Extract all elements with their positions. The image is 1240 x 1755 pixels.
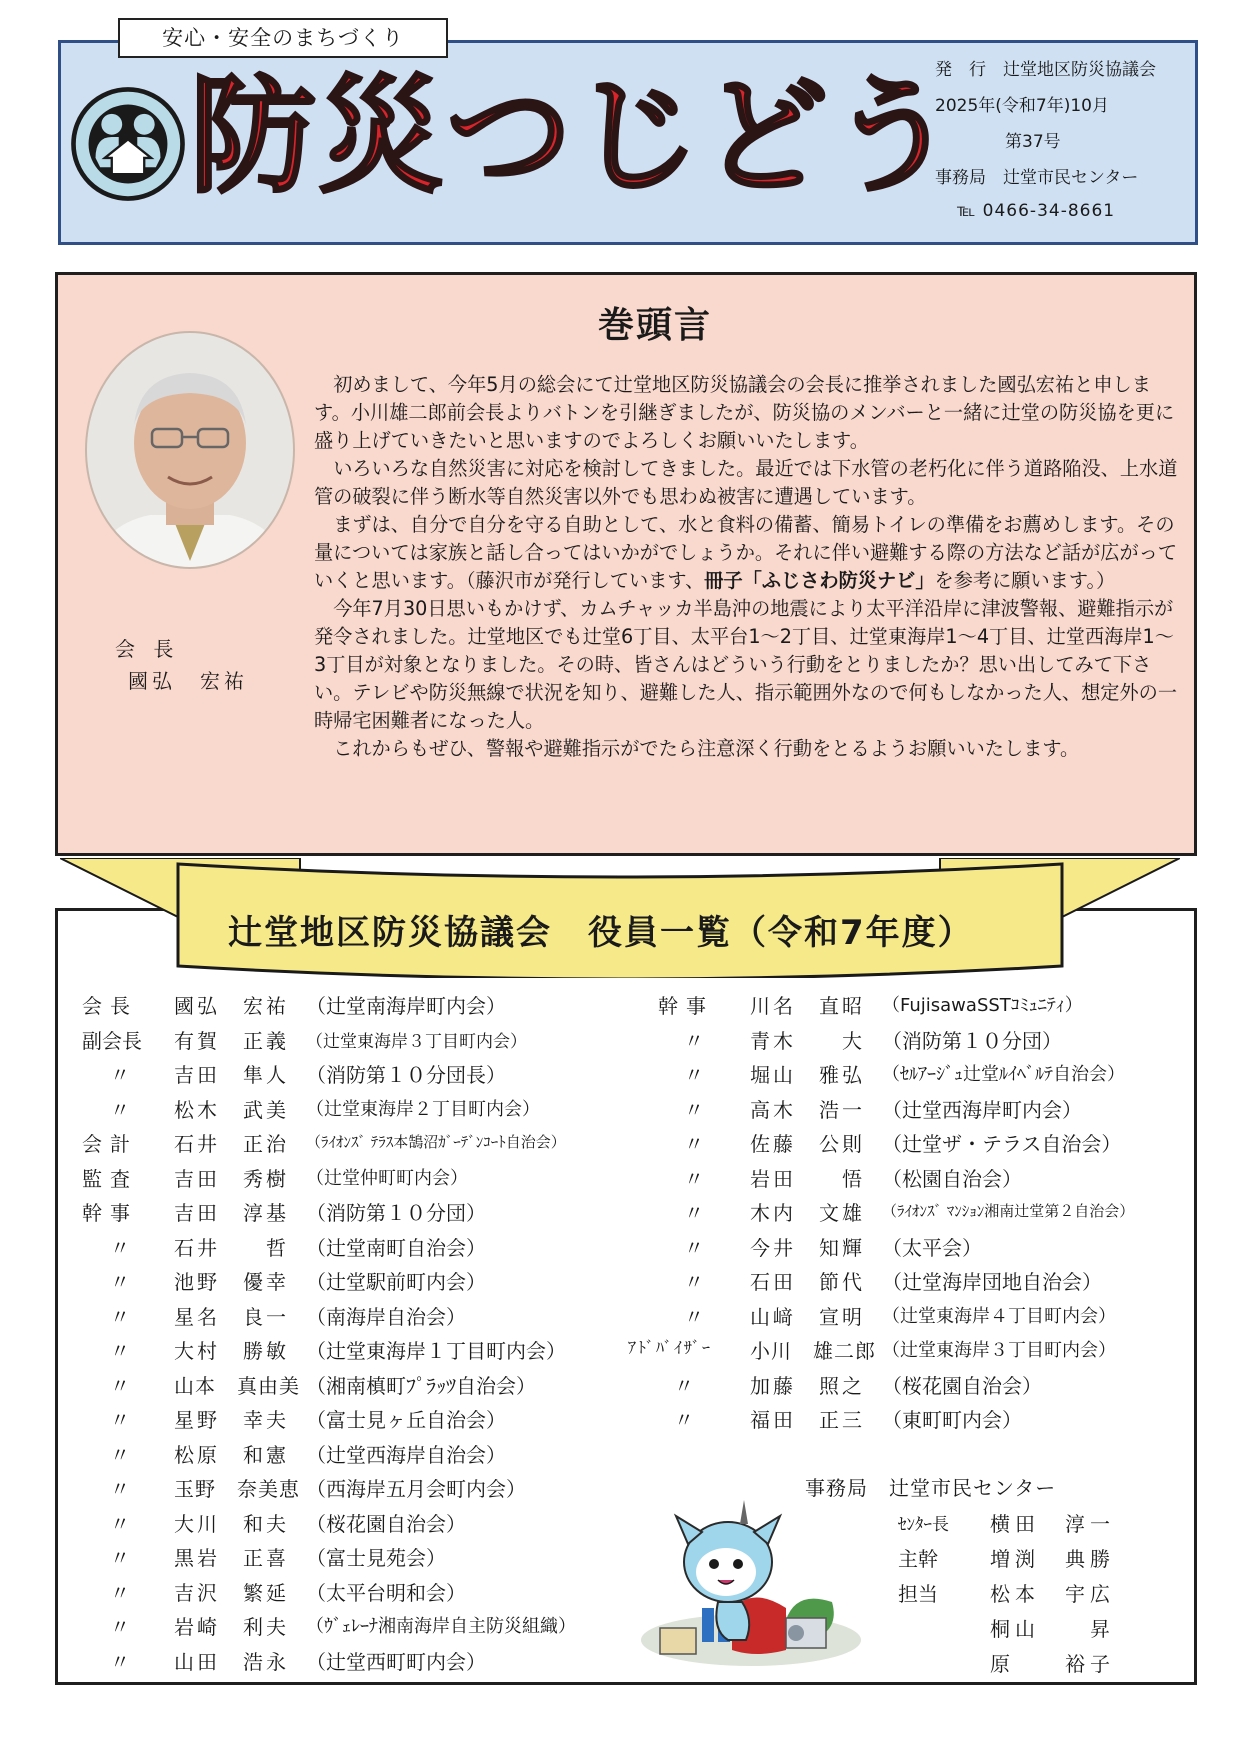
affiliation: （南海岸自治会） [306, 1304, 466, 1329]
affiliation: （辻堂南海岸町内会） [306, 994, 506, 1018]
officer-name: 青木 大 [750, 1028, 865, 1053]
ditto-mark: 〃 [110, 1546, 130, 1570]
ditto-mark: 〃 [684, 1097, 704, 1122]
ditto-mark: 〃 [674, 1408, 694, 1432]
ditto-mark: 〃 [110, 1304, 130, 1329]
paragraph: 今年7月30日思いもかけず、カムチャッカ半島沖の地震により太平洋沿岸に津波警報、避難指示が発令されました。辻堂地区でも辻堂6丁目、太平台1～2丁目、辻堂東海岸1～4丁目、辻堂西海岸1～3丁目が対象となりました。その時、皆さんはどういう行動をとりましたか？思い出してみて下さい。テレビや防災無線で状況を知り、避難した人、指示範囲外なので何もしなかった人、想定外の一時帰宅困難者になった人。 [314, 597, 1178, 732]
officer-name: 有賀 正義 [174, 1028, 289, 1053]
role: 会計 [82, 1132, 138, 1156]
roster-title: 辻堂地区防災協議会 役員一覧（令和7年度） [228, 913, 974, 953]
officer-name: 高木 浩一 [750, 1097, 865, 1122]
officer-name: 岩田 悟 [750, 1166, 865, 1191]
affiliation: （辻堂東海岸４丁目町内会） [882, 1305, 1116, 1327]
officer-name: 福田 正三 [750, 1408, 865, 1432]
ditto-mark: 〃 [674, 1373, 694, 1398]
affiliation: （辻堂東海岸１丁目町内会） [306, 1339, 566, 1363]
staff-name: 原 裕子 [990, 1652, 1115, 1676]
affiliation: （桜花園自治会） [306, 1511, 466, 1536]
affiliation: （辻堂ザ・テラス自治会） [882, 1132, 1122, 1156]
publisher: 発 行 辻堂地区防災協議会 [935, 60, 1156, 80]
office-staff-heading: 事務局 辻堂市民センター [805, 1476, 1057, 1500]
chairman-portrait [70, 325, 310, 575]
affiliation: （ｳﾞｪﾚｰﾅ湘南海岸自主防災組織） [306, 1616, 576, 1637]
ditto-mark: 〃 [684, 1132, 704, 1156]
officer-name: 山﨑 宣明 [750, 1304, 865, 1329]
affiliation: （桜花園自治会） [882, 1373, 1042, 1398]
role: ｱﾄﾞﾊﾞｲｻﾞｰ [628, 1338, 713, 1357]
officer-name: 小川 雄二郎 [750, 1339, 876, 1363]
officer-name: 吉田 秀樹 [174, 1166, 289, 1191]
officer-name: 堀山 雅弘 [750, 1063, 865, 1087]
officer-name: 山本 真由美 [174, 1373, 300, 1398]
affiliation: （松園自治会） [882, 1166, 1022, 1191]
officer-name: 松原 和憲 [174, 1442, 289, 1467]
officer-name: 佐藤 公則 [750, 1132, 865, 1156]
phone-number: ℡ 0466-34-8661 [957, 201, 1116, 221]
ditto-mark: 〃 [110, 1373, 130, 1398]
paragraph [314, 511, 1186, 595]
issue-date: 2025年(令和7年)10月 [935, 96, 1109, 116]
ditto-mark: 〃 [684, 1028, 704, 1053]
ditto-mark: 〃 [684, 1235, 704, 1260]
affiliation: （辻堂東海岸３丁目町内会） [306, 1031, 527, 1052]
ditto-mark: 〃 [684, 1270, 704, 1294]
affiliation: （ﾗｲｵﾝｽﾞ ﾏﾝｼｮﾝ湘南辻堂第２自治会） [882, 1202, 1135, 1220]
issue-number: 第37号 [1005, 132, 1061, 152]
affiliation: （西海岸五月会町内会） [306, 1477, 526, 1501]
officer-name: 山田 浩永 [174, 1649, 289, 1674]
staff-name: 桐山 昇 [990, 1617, 1115, 1641]
ditto-mark: 〃 [684, 1304, 704, 1329]
caption-role: 会 長 [115, 637, 180, 661]
officer-name: 木内 文雄 [750, 1201, 865, 1225]
officer-name: 吉田 淳基 [174, 1201, 289, 1225]
ditto-mark: 〃 [110, 1339, 130, 1363]
affiliation: （辻堂海岸団地自治会） [882, 1270, 1102, 1294]
officer-name: 玉野 奈美恵 [174, 1477, 300, 1501]
disaster-prevention-emblem-icon [70, 86, 186, 202]
affiliation: （辻堂東海岸３丁目町内会） [882, 1340, 1116, 1361]
staff-name: 増渕 典勝 [990, 1547, 1115, 1571]
role: 会長 [82, 994, 138, 1018]
ditto-mark: 〃 [110, 1649, 130, 1674]
ditto-mark: 〃 [110, 1511, 130, 1536]
ditto-mark: 〃 [110, 1615, 130, 1639]
ditto-mark: 〃 [110, 1477, 130, 1501]
affiliation: （辻堂駅前町内会） [306, 1270, 486, 1294]
role: 副会長 [82, 1028, 142, 1053]
affiliation: （湘南槙町ﾌﾟﾗｯﾂ自治会） [306, 1373, 536, 1398]
officer-name: 今井 知輝 [750, 1235, 865, 1260]
affiliation: （富士見ヶ丘自治会） [306, 1408, 506, 1432]
officer-name: 吉田 隼人 [174, 1063, 289, 1087]
officer-name: 星野 幸夫 [174, 1408, 289, 1432]
ditto-mark: 〃 [684, 1201, 704, 1225]
affiliation: （辻堂東海岸２丁目町内会） [306, 1098, 540, 1120]
newsletter-title: 防災つじどう [190, 63, 958, 210]
officer-name: 星名 良一 [174, 1304, 289, 1329]
ditto-mark: 〃 [684, 1063, 704, 1087]
affiliation: （太平会） [882, 1235, 982, 1260]
booklet-title: 冊子「ふじさわ防災ナビ」 [704, 569, 935, 592]
opening-message [55, 272, 1197, 856]
officer-name: 黒岩 正喜 [174, 1546, 289, 1570]
affiliation: （ﾗｲｵﾝｽﾞ ﾃﾗｽ本鵠沼ｶﾞｰﾃﾞﾝｺｰﾄ自治会） [306, 1133, 566, 1151]
affiliation: （消防第１０分団長） [306, 1063, 506, 1087]
affiliation: （富士見苑会） [306, 1546, 446, 1570]
paragraph: 初めまして、今年5月の総会にて辻堂地区防災協議会の会長に推挙されました國弘宏祐と申します。小川雄二郎前会長よりバトンを引継ぎましたが、防災協のメンバーと一緒に辻堂の防災協を更に盛り上げていきたいと思いますのでよろしくお願いいたします。 [314, 373, 1175, 452]
affiliation: （辻堂南町自治会） [306, 1235, 486, 1260]
officer-name: 國弘 宏祐 [174, 994, 289, 1018]
ditto-mark: 〃 [110, 1270, 130, 1294]
ditto-mark: 〃 [110, 1580, 130, 1605]
affiliation: （消防第１０分団） [882, 1028, 1062, 1053]
affiliation: （ｾﾙｱｰｼﾞｭ辻堂ﾙｲﾍﾞﾙﾃ自治会） [882, 1064, 1125, 1085]
officer-name: 池野 優幸 [174, 1270, 289, 1294]
paragraph: いろいろな自然災害に対応を検討してきました。最近では下水管の老朽化に伴う道路陥没、上水道管の破裂に伴う断水等自然災害以外でも思わぬ被害に遭遇しています。 [314, 457, 1178, 508]
ditto-mark: 〃 [110, 1408, 130, 1432]
affiliation: （辻堂仲町町内会） [306, 1167, 468, 1189]
officer-name: 加藤 照之 [750, 1373, 865, 1398]
affiliation: （辻堂西海岸自治会） [306, 1442, 506, 1467]
ditto-mark: 〃 [110, 1442, 130, 1467]
staff-name: 松本 宇広 [990, 1582, 1115, 1606]
ditto-mark: 〃 [110, 1235, 130, 1260]
caption-name: 國弘 宏祐 [128, 669, 248, 693]
paragraph-text: まずは、自分で自分を守る自助として、水と食料の備蓄、簡易トイレの準備をお薦めします。その量については家族と話し合ってはいかがでしょうか。それに伴い避難する際の方法など話が広がっていくと思います。（藤沢市が発行しています、 [314, 513, 1178, 592]
officer-name: 吉沢 繁延 [174, 1580, 289, 1605]
paragraph-text: を参考に願います。） [934, 569, 1116, 592]
affiliation: （太平台明和会） [306, 1580, 466, 1605]
officer-name: 大川 和夫 [174, 1511, 289, 1536]
staff-name: 横田 淳一 [990, 1512, 1115, 1536]
officer-name: 石井 正治 [174, 1132, 289, 1156]
affiliation: （消防第１０分団） [306, 1201, 486, 1225]
role: 幹事 [82, 1201, 138, 1225]
officer-name: 岩崎 利夫 [174, 1615, 289, 1639]
mascot-illustration [636, 1490, 866, 1670]
officer-name: 大村 勝敏 [174, 1339, 289, 1363]
ditto-mark: 〃 [684, 1166, 704, 1191]
affiliation: （辻堂西町町内会） [306, 1649, 486, 1674]
officer-name: 松木 武美 [174, 1097, 289, 1122]
role: 監査 [82, 1166, 138, 1191]
officer-name: 石井 哲 [174, 1235, 289, 1260]
staff-role: 主幹 [898, 1547, 938, 1571]
role: 幹事 [658, 994, 714, 1018]
staff-role: ｾﾝﾀｰ長 [898, 1515, 949, 1535]
staff-role: 担当 [898, 1582, 938, 1606]
office: 事務局 辻堂市民センター [935, 168, 1139, 188]
affiliation: （東町町内会） [882, 1408, 1022, 1432]
ditto-mark: 〃 [110, 1097, 130, 1122]
affiliation: （FujisawaSSTｺﾐｭﾆﾃｨ） [882, 995, 1083, 1016]
officer-name: 川名 直昭 [750, 994, 865, 1018]
message-body [314, 371, 1186, 763]
officer-name: 石田 節代 [750, 1270, 865, 1294]
message-title: 巻頭言 [598, 305, 713, 346]
paragraph: これからもぜひ、警報や避難指示がでたら注意深く行動をとるようお願いいたします。 [333, 737, 1080, 760]
affiliation: （辻堂西海岸町内会） [882, 1097, 1082, 1122]
ditto-mark: 〃 [110, 1063, 130, 1087]
tagline: 安心・安全のまちづくり [118, 18, 448, 58]
